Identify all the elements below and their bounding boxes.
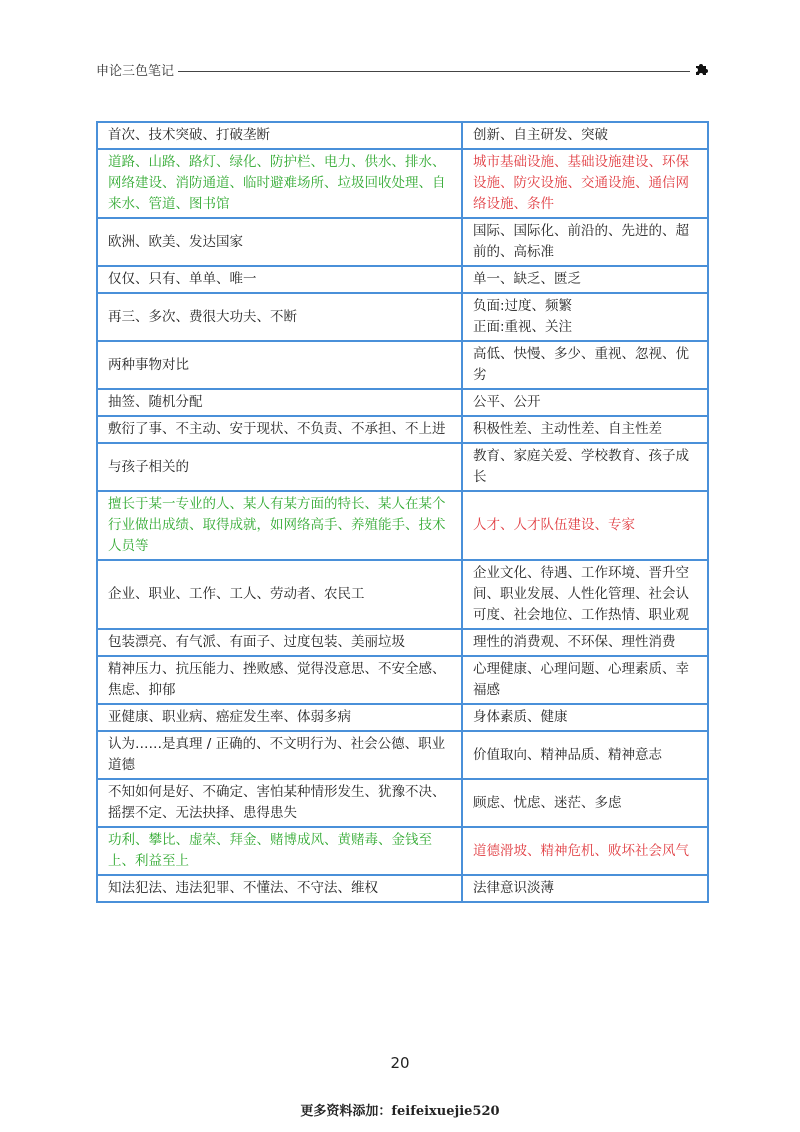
keyword-cell: 仅仅、只有、单单、唯一: [97, 266, 462, 293]
table-row: [97, 827, 708, 875]
summary-cell: 国际、国际化、前沿的、先进的、超前的、高标准: [462, 218, 708, 266]
table-row: [97, 656, 708, 704]
footer-note: 更多资料添加：feifeixuejie520: [300, 1104, 500, 1119]
summary-cell: 企业文化、待遇、工作环境、晋升空间、职业发展、人性化管理、社会认可度、社会地位、工作热情、职业观: [462, 560, 708, 629]
summary-cell: 身体素质、健康: [462, 704, 708, 731]
summary-cell: 人才、人才队伍建设、专家: [462, 491, 708, 560]
table-row: [97, 341, 708, 389]
summary-cell: 负面:过度、频繁 正面:重视、关注: [462, 293, 708, 341]
summary-cell: 高低、快慢、多少、重视、忽视、优劣: [462, 341, 708, 389]
keyword-cell: 亚健康、职业病、癌症发生率、体弱多病: [97, 704, 462, 731]
table-row: [97, 293, 708, 341]
keyword-cell: 欧洲、欧美、发达国家: [97, 218, 462, 266]
keyword-cell: 不知如何是好、不确定、害怕某种情形发生、犹豫不决、摇摆不定、无法抉择、患得患失: [97, 779, 462, 827]
summary-cell: 心理健康、心理问题、心理素质、幸福感: [462, 656, 708, 704]
keyword-cell: 精神压力、抗压能力、挫败感、觉得没意思、不安全感、焦虑、抑郁: [97, 656, 462, 704]
summary-cell: 教育、家庭关爱、学校教育、孩子成长: [462, 443, 708, 491]
keyword-cell: 敷衍了事、不主动、安于现状、不负责、不承担、不上进: [97, 416, 462, 443]
table-row: [97, 491, 708, 560]
table-row: [97, 704, 708, 731]
table-row: [97, 266, 708, 293]
notes-table: [96, 121, 709, 903]
summary-cell: 法律意识淡薄: [462, 875, 708, 902]
table-row: [97, 416, 708, 443]
summary-cell: 价值取向、精神品质、精神意志: [462, 731, 708, 779]
keyword-cell: 知法犯法、违法犯罪、不懂法、不守法、维权: [97, 875, 462, 902]
keyword-cell: 道路、山路、路灯、绿化、防护栏、电力、供水、排水、网络建设、消防通道、临时避难场所、垃圾回收处理、自来水、管道、图书馆: [97, 149, 462, 218]
keyword-cell: 首次、技术突破、打破垄断: [97, 122, 462, 149]
keyword-cell: 两种事物对比: [97, 341, 462, 389]
summary-cell: 积极性差、主动性差、自主性差: [462, 416, 708, 443]
header-rule: [178, 71, 690, 72]
table-row: [97, 629, 708, 656]
header-title: 申论三色笔记: [96, 64, 175, 79]
table-row: [97, 560, 708, 629]
table-row: [97, 443, 708, 491]
table-row: [97, 731, 708, 779]
table-row: [97, 149, 708, 218]
keyword-cell: 认为……是真理 / 正确的、不文明行为、社会公德、职业道德: [97, 731, 462, 779]
table-row: [97, 875, 708, 902]
page-number: 20: [390, 1054, 410, 1072]
summary-cell: 顾虑、忧虑、迷茫、多虑: [462, 779, 708, 827]
summary-cell: 单一、缺乏、匮乏: [462, 266, 708, 293]
keyword-cell: 包装漂亮、有气派、有面子、过度包装、美丽垃圾: [97, 629, 462, 656]
table-row: [97, 218, 708, 266]
table-row: [97, 122, 708, 149]
summary-cell: 创新、自主研发、突破: [462, 122, 708, 149]
keyword-cell: 功利、攀比、虚荣、拜金、赌博成风、黄赌毒、金钱至上、利益至上: [97, 827, 462, 875]
summary-cell: 道德滑坡、精神危机、败坏社会风气: [462, 827, 708, 875]
keyword-cell: 擅长于某一专业的人、某人有某方面的特长、某人在某个行业做出成绩、取得成就，如网络高手、养殖能手、技术人员等: [97, 491, 462, 560]
keyword-cell: 抽签、随机分配: [97, 389, 462, 416]
page-header: [96, 58, 708, 82]
table-row: [97, 779, 708, 827]
summary-cell: 城市基础设施、基础设施建设、环保设施、防灾设施、交通设施、通信网络设施、条件: [462, 149, 708, 218]
table-row: [97, 389, 708, 416]
summary-cell: 理性的消费观、不环保、理性消费: [462, 629, 708, 656]
keyword-cell: 与孩子相关的: [97, 443, 462, 491]
keyword-cell: 企业、职业、工作、工人、劳动者、农民工: [97, 560, 462, 629]
summary-cell: 公平、公开: [462, 389, 708, 416]
keyword-cell: 再三、多次、费很大功夫、不断: [97, 293, 462, 341]
puzzle-piece-icon: [694, 62, 708, 76]
